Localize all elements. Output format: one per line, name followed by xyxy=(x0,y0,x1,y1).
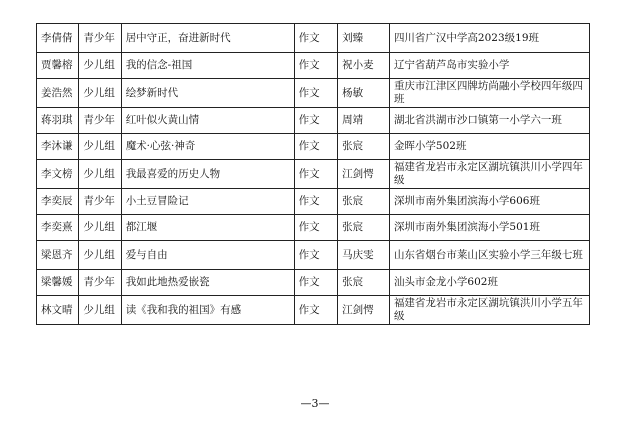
age-group-cell: 少儿组 xyxy=(79,296,121,325)
work-type-cell: 作文 xyxy=(294,215,338,241)
table-row xyxy=(37,160,590,189)
student-name-cell: 李倩倩 xyxy=(37,24,79,53)
school-cell: 山东省烟台市莱山区实验小学三年级七班 xyxy=(389,241,589,270)
work-type-cell: 作文 xyxy=(294,53,338,79)
work-type-cell: 作文 xyxy=(294,108,338,134)
age-group-cell: 少儿组 xyxy=(79,79,121,108)
teacher-cell: 祝小麦 xyxy=(338,53,390,79)
awards-table xyxy=(36,23,590,325)
student-name-cell: 姜浩然 xyxy=(37,79,79,108)
work-type-cell: 作文 xyxy=(294,189,338,215)
school-cell: 金晖小学502班 xyxy=(389,134,589,160)
school-cell: 湖北省洪湖市沙口镇第一小学六一班 xyxy=(389,108,589,134)
work-title-cell: 绘梦新时代 xyxy=(121,79,294,108)
student-name-cell: 李奕熹 xyxy=(37,215,79,241)
teacher-cell: 杨敏 xyxy=(338,79,390,108)
age-group-cell: 青少年 xyxy=(79,108,121,134)
school-cell: 四川省广汉中学高2023级19班 xyxy=(389,24,589,53)
teacher-cell: 张宸 xyxy=(338,270,390,296)
work-title-cell: 我最喜爱的历史人物 xyxy=(121,160,294,189)
age-group-cell: 青少年 xyxy=(79,189,121,215)
age-group-cell: 青少年 xyxy=(79,270,121,296)
teacher-cell: 江剑愕 xyxy=(338,296,390,325)
work-title-cell: 居中守正，奋进新时代 xyxy=(121,24,294,53)
school-cell: 深圳市南外集团滨海小学501班 xyxy=(389,215,589,241)
table-row xyxy=(37,215,590,241)
student-name-cell: 李奕辰 xyxy=(37,189,79,215)
age-group-cell: 少儿组 xyxy=(79,241,121,270)
age-group-cell: 少儿组 xyxy=(79,53,121,79)
work-title-cell: 爱与自由 xyxy=(121,241,294,270)
student-name-cell: 李沐谦 xyxy=(37,134,79,160)
teacher-cell: 张宸 xyxy=(338,134,390,160)
student-name-cell: 梁恩齐 xyxy=(37,241,79,270)
age-group-cell: 少儿组 xyxy=(79,215,121,241)
student-name-cell: 梁馨媛 xyxy=(37,270,79,296)
work-title-cell: 都江堰 xyxy=(121,215,294,241)
work-type-cell: 作文 xyxy=(294,241,338,270)
work-title-cell: 读《我和我的祖国》有感 xyxy=(121,296,294,325)
age-group-cell: 少儿组 xyxy=(79,160,121,189)
work-title-cell: 我如此地热爱嵌瓷 xyxy=(121,270,294,296)
work-type-cell: 作文 xyxy=(294,134,338,160)
table-row xyxy=(37,189,590,215)
work-title-cell: 我的信念-祖国 xyxy=(121,53,294,79)
work-type-cell: 作文 xyxy=(294,79,338,108)
work-title-cell: 魔术·心弦·神奇 xyxy=(121,134,294,160)
page-number: —3— xyxy=(300,397,330,410)
work-title-cell: 红叶似火黄山情 xyxy=(121,108,294,134)
teacher-cell: 刘臻 xyxy=(338,24,390,53)
work-type-cell: 作文 xyxy=(294,160,338,189)
student-name-cell: 贾馨榕 xyxy=(37,53,79,79)
school-cell: 辽宁省葫芦岛市实验小学 xyxy=(389,53,589,79)
table-row xyxy=(37,270,590,296)
work-type-cell: 作文 xyxy=(294,270,338,296)
teacher-cell: 张宸 xyxy=(338,215,390,241)
school-cell: 重庆市江津区四牌坊尚融小学校四年级四班 xyxy=(389,79,589,108)
table-row xyxy=(37,241,590,270)
table-row xyxy=(37,134,590,160)
work-type-cell: 作文 xyxy=(294,296,338,325)
student-name-cell: 蒋羽琪 xyxy=(37,108,79,134)
school-cell: 汕头市金龙小学602班 xyxy=(389,270,589,296)
table-row xyxy=(37,53,590,79)
table-row xyxy=(37,24,590,53)
table-row xyxy=(37,79,590,108)
student-name-cell: 林文晴 xyxy=(37,296,79,325)
student-name-cell: 李文榜 xyxy=(37,160,79,189)
teacher-cell: 张宸 xyxy=(338,189,390,215)
age-group-cell: 少儿组 xyxy=(79,134,121,160)
school-cell: 福建省龙岩市永定区湖坑镇洪川小学四年级 xyxy=(389,160,589,189)
teacher-cell: 马庆雯 xyxy=(338,241,390,270)
teacher-cell: 江剑愕 xyxy=(338,160,390,189)
table-row xyxy=(37,296,590,325)
work-type-cell: 作文 xyxy=(294,24,338,53)
school-cell: 深圳市南外集团滨海小学606班 xyxy=(389,189,589,215)
school-cell: 福建省龙岩市永定区湖坑镇洪川小学五年级 xyxy=(389,296,589,325)
age-group-cell: 青少年 xyxy=(79,24,121,53)
teacher-cell: 周靖 xyxy=(338,108,390,134)
awards-table-body xyxy=(37,24,590,325)
work-title-cell: 小土豆冒险记 xyxy=(121,189,294,215)
table-row xyxy=(37,108,590,134)
